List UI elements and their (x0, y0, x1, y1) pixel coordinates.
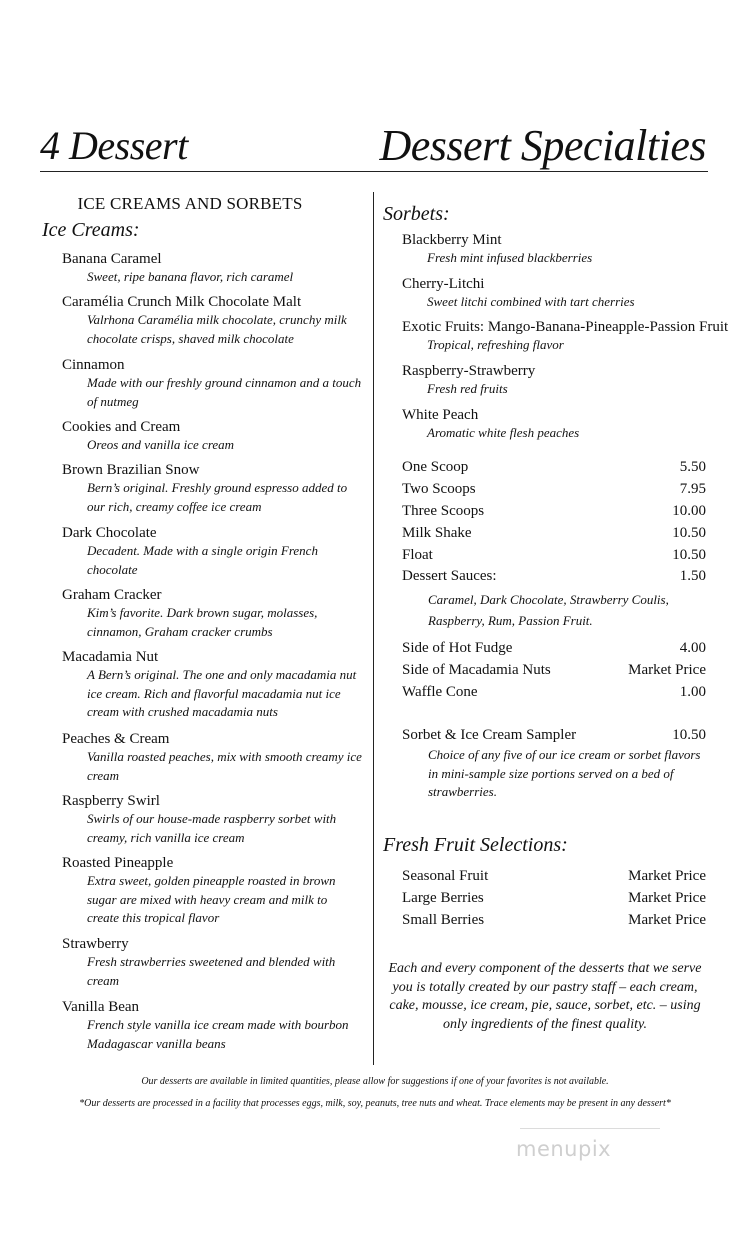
price-label: One Scoop (402, 459, 469, 475)
menu-item (62, 998, 362, 1053)
item-name: Vanilla Bean (62, 999, 140, 1015)
item-description: Swirls of our house-made raspberry sorbet with creamy, rich vanilla ice cream (87, 811, 337, 845)
menu-item (62, 586, 362, 641)
price-row (402, 568, 706, 588)
item-name: Peaches & Cream (62, 731, 170, 747)
menu-item (62, 792, 362, 847)
item-name: Raspberry-Strawberry (402, 363, 536, 379)
item-name: Graham Cracker (62, 587, 162, 603)
menu-item (62, 648, 362, 722)
price-label: Large Berries (402, 890, 484, 906)
price-label: Float (402, 547, 433, 563)
price-value: Market Price (628, 662, 706, 678)
item-description: Fresh mint infused blackberries (427, 250, 593, 265)
item-description: French style vanilla ice cream made with bourbon Madagascar vanilla beans (87, 1017, 349, 1051)
price-row (402, 503, 706, 523)
price-value: 1.00 (679, 684, 706, 700)
price-row (402, 459, 706, 479)
item-description: Tropical, refreshing flavor (427, 337, 564, 352)
price-label: Two Scoops (402, 481, 476, 497)
item-name: Macadamia Nut (62, 649, 159, 665)
item-description: Kim’s favorite. Dark brown sugar, molasses, cinnamon, Graham cracker crumbs (87, 605, 318, 639)
item-description: Decadent. Made with a single origin French chocolate (87, 543, 318, 577)
sampler-description: Choice of any five of our ice cream or sorbet flavors in mini-sample size portions served on a bed of strawberries. (428, 747, 701, 799)
item-description: Sweet litchi combined with tart cherries (427, 294, 635, 309)
price-label: Three Scoops (402, 503, 485, 519)
price-value: 5.50 (679, 459, 706, 475)
quality-note: Each and every component of the desserts that we serve you is totally created by our pastry staff – each cream, cake, mousse, ice cream, pie, sauce, sorbet, etc. – using only ingredients of the finest quality. (388, 961, 702, 1032)
item-name: Dark Chocolate (62, 525, 157, 541)
allergen-note: *Our desserts are processed in a facility that processes eggs, milk, soy, peanuts, tree nuts and wheat. Trace elements may be present in any dessert* (79, 1098, 671, 1109)
item-name: Roasted Pineapple (62, 855, 174, 871)
item-name: Strawberry (62, 936, 129, 952)
watermark: menupix (516, 1137, 612, 1161)
price-value: Market Price (628, 868, 706, 884)
price-label: Dessert Sauces: (402, 568, 497, 584)
item-description: Aromatic white flesh peaches (427, 425, 580, 440)
price-row (402, 525, 706, 545)
ice-creams-subheading: Ice Creams: (42, 219, 140, 241)
item-name: Blackberry Mint (402, 232, 502, 248)
item-description: Sweet, ripe banana flavor, rich caramel (87, 269, 294, 284)
page-number-title: 4 Dessert (40, 123, 188, 168)
price-value: Market Price (628, 890, 706, 906)
menu-item (402, 406, 722, 443)
sauces-description: Caramel, Dark Chocolate, Strawberry Coulis, Raspberry, Rum, Passion Fruit. (428, 592, 669, 628)
title-rule (40, 171, 708, 172)
menu-item (402, 275, 722, 312)
menu-item (62, 461, 362, 516)
menu-item (402, 318, 729, 355)
item-description: Fresh strawberries sweetened and blended with cream (87, 954, 336, 988)
price-row (402, 547, 706, 567)
item-name: Banana Caramel (62, 251, 162, 267)
menu-item (62, 524, 362, 579)
price-label: Waffle Cone (402, 684, 478, 700)
price-label: Seasonal Fruit (402, 868, 489, 884)
item-description: Extra sweet, golden pineapple roasted in brown sugar are mixed with heavy cream and milk to create this tropical flavor (87, 873, 336, 925)
price-label: Small Berries (402, 912, 485, 928)
price-label: Side of Hot Fudge (402, 640, 513, 656)
price-row (402, 912, 706, 932)
availability-note: Our desserts are available in limited quantities, please allow for suggestions if one of your favorites is not available. (141, 1076, 609, 1087)
price-value: 10.50 (672, 525, 706, 541)
price-row (402, 890, 706, 910)
item-name: Cinnamon (62, 357, 125, 373)
item-name: Brown Brazilian Snow (62, 462, 200, 478)
column-divider (373, 192, 374, 1065)
item-description: Vanilla roasted peaches, mix with smooth creamy ice cream (87, 749, 362, 783)
price-value: 10.00 (672, 503, 706, 519)
menu-item (62, 935, 362, 990)
section-heading: ICE CREAMS AND SORBETS (77, 194, 303, 213)
sorbets-subheading: Sorbets: (383, 203, 450, 225)
menu-item (402, 362, 722, 399)
price-row (402, 640, 706, 660)
item-name: Cookies and Cream (62, 419, 181, 435)
price-row (402, 481, 706, 501)
item-description: Fresh red fruits (427, 381, 508, 396)
item-description: Bern’s original. Freshly ground espresso added to our rich, creamy coffee ice cream (87, 480, 348, 514)
item-description: Made with our freshly ground cinnamon and a touch of nutmeg (87, 375, 362, 409)
item-description: A Bern’s original. The one and only macadamia nut ice cream. Rich and flavorful macadamia nut ice cream with crushed macadamia nuts (87, 667, 357, 719)
menu-item (62, 356, 362, 411)
price-label: Sorbet & Ice Cream Sampler (402, 727, 577, 743)
price-value: 10.50 (672, 727, 706, 743)
item-name: Cherry-Litchi (402, 276, 485, 292)
price-row (402, 684, 706, 704)
price-label: Side of Macadamia Nuts (402, 662, 551, 678)
price-value: 7.95 (679, 481, 706, 497)
menu-item (62, 854, 362, 928)
item-description: Oreos and vanilla ice cream (87, 437, 235, 452)
item-name: Raspberry Swirl (62, 793, 160, 809)
page-title: Dessert Specialties (379, 121, 706, 170)
fresh-fruit-subheading: Fresh Fruit Selections: (383, 834, 568, 856)
watermark-rule (520, 1128, 660, 1129)
item-description: Valrhona Caramélia milk chocolate, crunchy milk chocolate crisps, shaved milk chocolate (87, 312, 347, 346)
price-value: 4.00 (679, 640, 706, 656)
price-value: 1.50 (679, 568, 706, 584)
menu-item (62, 418, 362, 455)
menu-item (62, 730, 362, 785)
item-name: Exotic Fruits: Mango-Banana-Pineapple-Passion Fruit (402, 319, 729, 335)
price-row (402, 868, 706, 888)
menu-item (402, 231, 722, 268)
price-row (402, 662, 706, 682)
item-name: White Peach (402, 407, 479, 423)
menu-item (62, 250, 362, 287)
price-row (402, 727, 706, 747)
menu-item (62, 293, 362, 348)
item-name: Caramélia Crunch Milk Chocolate Malt (62, 294, 302, 310)
price-label: Milk Shake (402, 525, 472, 541)
price-value: Market Price (628, 912, 706, 928)
price-value: 10.50 (672, 547, 706, 563)
